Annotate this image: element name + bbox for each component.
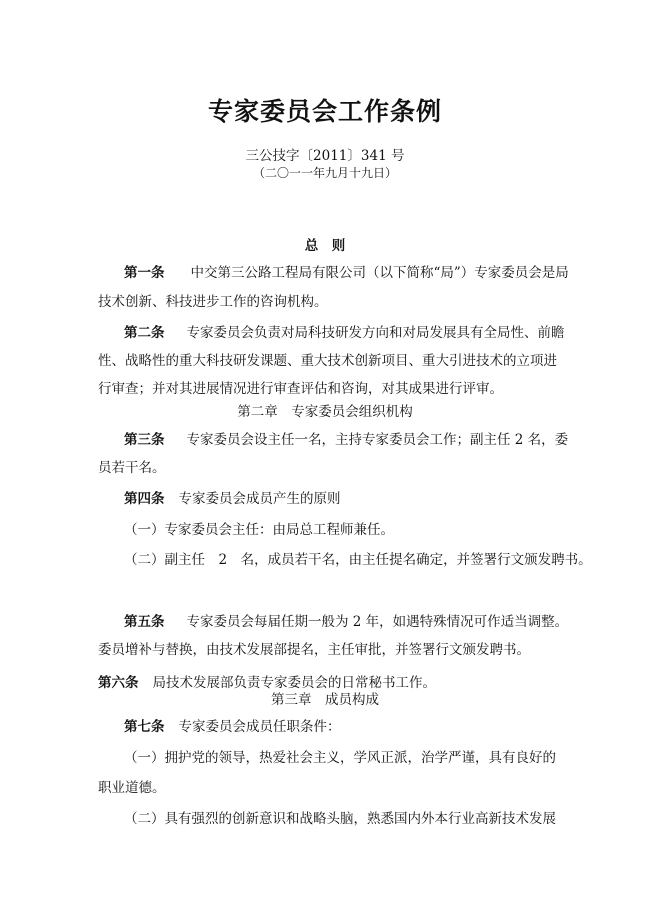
chapter-3-heading: 第三章 成员构成 xyxy=(271,692,379,708)
article-2-line-2: 性、战略性的重大科技研发课题、重大技术创新项目、重大引进技术的立项进 xyxy=(98,353,557,369)
article-7-item-1-cont: 职业道德。 xyxy=(98,780,166,796)
article-6-line-1 xyxy=(98,675,436,691)
article-1-line-2: 技术创新、科技进步工作的咨询机构。 xyxy=(98,294,328,310)
article-6-label: 第六条 xyxy=(98,675,139,691)
article-3-label: 第三条 xyxy=(124,432,165,448)
section-general-heading: 总 则 xyxy=(304,238,346,254)
article-3-line-1 xyxy=(124,432,568,448)
article-2-line-1 xyxy=(124,325,565,341)
article-4-line-1 xyxy=(124,491,341,507)
article-7-item-1: （一）拥护党的领导，热爱社会主义，学风正派，治学严谨，具有良好的 xyxy=(124,750,556,766)
article-7-item-2: （二）具有强烈的创新意识和战略头脑，熟悉国内外本行业高新技术发展 xyxy=(124,811,556,827)
document-title: 专家委员会工作条例 xyxy=(207,97,442,126)
article-2-line-3: 行审查；并对其进展情况进行审查评估和咨询，对其成果进行评审。 xyxy=(98,381,503,397)
article-2-label: 第二条 xyxy=(124,325,165,341)
document-date: （二〇一一年九月十九日） xyxy=(252,166,397,180)
article-2-text: 专家委员会负责对局科技研发方向和对局发展具有全局性、前瞻 xyxy=(186,325,565,341)
chapter-2-heading: 第二章 专家委员会组织机构 xyxy=(237,404,413,420)
article-1-line-1 xyxy=(124,265,569,281)
article-7-text: 专家委员会成员任职条件： xyxy=(178,719,341,735)
article-4-label: 第四条 xyxy=(124,491,165,507)
article-5-line-1 xyxy=(124,614,568,630)
article-6-text: 局技术发展部负责专家委员会的日常秘书工作。 xyxy=(152,675,436,691)
article-4-item-1: （一）专家委员会主任：由局总工程师兼任。 xyxy=(124,522,394,538)
article-5-line-2: 委员增补与替换，由技术发展部提名，主任审批，并签署行文颁发聘书。 xyxy=(98,642,530,658)
article-5-label: 第五条 xyxy=(124,614,165,630)
article-7-line-1 xyxy=(124,719,341,735)
article-5-text: 专家委员会每届任期一般为 2 年，如遇特殊情况可作适当调整。 xyxy=(186,614,569,630)
document-number: 三公技字〔2011〕341 号 xyxy=(245,148,405,164)
article-4-item-2: （二）副主任 2 名，成员若干名，由主任提名确定，并签署行文颁发聘书。 xyxy=(124,552,592,568)
article-1-text: 中交第三公路工程局有限公司（以下简称“局”）专家委员会是局 xyxy=(190,265,569,281)
article-7-label: 第七条 xyxy=(124,719,165,735)
article-1-label: 第一条 xyxy=(124,265,165,281)
article-4-text: 专家委员会成员产生的原则 xyxy=(178,491,341,507)
article-3-text: 专家委员会设主任一名，主持专家委员会工作；副主任 2 名，委 xyxy=(186,432,569,448)
article-3-line-2: 员若干名。 xyxy=(98,460,166,476)
